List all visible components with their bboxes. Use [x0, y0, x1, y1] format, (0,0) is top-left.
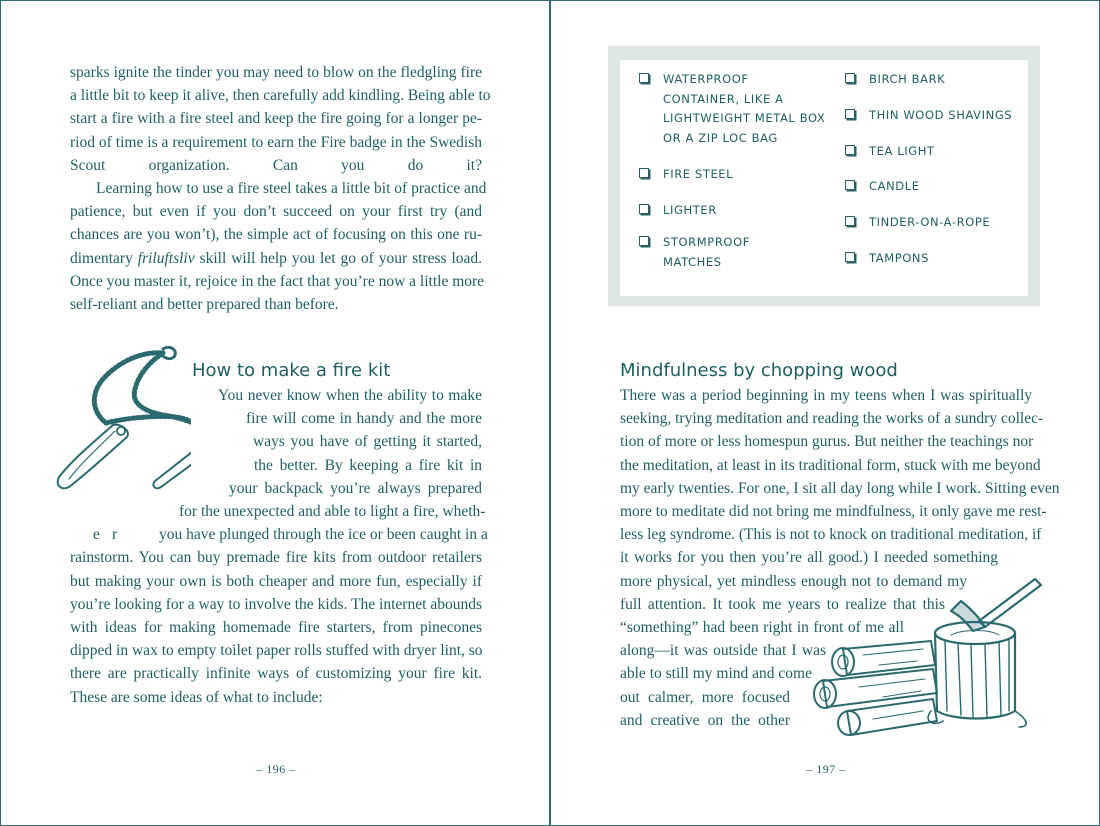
checklist-label: MATCHES: [663, 254, 722, 269]
text-line: more physical, yet mindless enough not to demand my: [620, 572, 967, 590]
text-line: chances are you won’t), the simple act of focusing on this one ru-: [70, 226, 482, 244]
text-line: fire will come in handy and the more: [246, 410, 482, 428]
text-line: a little bit to keep it alive, then carefully add kindling. Being able to: [70, 87, 491, 105]
text-line: seeking, trying meditation and reading the works of a sundry collec-: [620, 410, 1044, 428]
text-fragment: dimentary: [70, 249, 133, 267]
fire-kit-checklist-box: [608, 46, 1040, 306]
text-line: dipped in wax to empty toilet paper rolls stuffed with dryer lint, so: [70, 642, 483, 660]
checkbox-icon: [639, 204, 649, 214]
text-line: full attention. It took me years to realize that this: [620, 595, 945, 613]
checklist-item: [845, 70, 1035, 90]
text-line: and creative on the other: [620, 711, 790, 729]
checklist-item: [639, 165, 839, 185]
checklist-item: [639, 201, 839, 221]
text-line: [70, 523, 488, 546]
text-line: less leg syndrome. (This is not to knock on traditional meditation, if: [620, 526, 1042, 544]
text-line: your backpack you’re always prepared: [229, 479, 482, 497]
text-line: ways you have of getting it started,: [253, 433, 482, 451]
text-line: rainstorm. You can buy premade fire kits from outdoor retailers: [70, 549, 482, 567]
checkbox-icon: [845, 216, 855, 226]
text-line: “something” had been right in front of me all: [620, 619, 904, 637]
text-line: You never know when the ability to make: [218, 387, 482, 404]
text-line: Once you master it, rejoice in the fact that you’re now a little more: [70, 272, 485, 290]
checkbox-icon: [639, 236, 649, 246]
text-line: out calmer, more focused: [620, 688, 790, 706]
text-line: sparks ignite the tinder you may need to blow on the fledgling fire: [70, 64, 482, 81]
checklist-item: [845, 177, 1035, 197]
text-line: riod of time is a requirement to earn the Fire badge in the Swedish: [70, 133, 482, 151]
page-number-left: – 196 –: [256, 762, 296, 776]
text-line: tion of more or less homespun gurus. But neither the teachings nor: [620, 433, 1034, 451]
text-line: the meditation, at least in its traditional form, stuck with me beyond: [620, 456, 1041, 474]
section-heading-fire-kit: How to make a fire kit: [192, 360, 391, 381]
text-fragment: skill will help you let go of your stress load.: [199, 249, 483, 267]
text-line: start a fire with a fire steel and keep the fire going for a longer pe-: [70, 110, 482, 128]
right-page: [550, 0, 1100, 826]
checklist-label: TEA LIGHT: [869, 144, 935, 158]
checklist-item: [845, 106, 1035, 126]
checklist-label: WATERPROOF: [663, 72, 749, 86]
text-line: but making your own is both cheaper and more fun, especially if: [70, 572, 482, 590]
text-line: there are practically infinite ways of customizing your fire kit.: [70, 665, 482, 683]
text-line: Scout organization. Can you do it?: [70, 156, 482, 174]
text-line: patience, but even if you don’t succeed on your first try (and: [70, 203, 482, 221]
text-line: There was a period beginning in my teens when I was spiritually: [620, 387, 1032, 404]
checklist-label: CANDLE: [869, 179, 920, 193]
text-line: [70, 247, 482, 270]
checklist-item: [845, 249, 1035, 269]
checklist-panel: [620, 60, 1028, 296]
checklist-label: OR A ZIP LOC BAG: [663, 130, 778, 145]
text-line: self-reliant and better prepared than before.: [70, 296, 339, 314]
checklist-label: BIRCH BARK: [869, 72, 946, 86]
checklist-label: STORMPROOF: [663, 235, 750, 249]
text-line: it works for you then you’re all good.) I needed something: [620, 549, 998, 567]
checklist-label: THIN WOOD SHAVINGS: [869, 108, 1013, 122]
checkbox-icon: [845, 73, 855, 83]
text-line: These are some ideas of what to include:: [70, 688, 323, 706]
axe-in-stump-and-logs-illustration: [813, 571, 1045, 741]
checklist-label: CONTAINER, LIKE A: [663, 91, 784, 106]
italic-term: friluftsliv: [137, 249, 195, 267]
text-line: more to meditate did not bring me mindfulness, it only gave me rest-: [620, 503, 1047, 521]
text-line: along—it was outside that I was: [620, 642, 826, 660]
page-number-right: – 197 –: [806, 762, 846, 776]
text-fragment: you have plunged through the ice or been caught in a: [159, 526, 488, 544]
checklist-label: TINDER-ON-A-ROPE: [869, 215, 991, 229]
checkbox-icon: [639, 73, 649, 83]
checkbox-icon: [845, 180, 855, 190]
checklist-label: FIRE STEEL: [663, 167, 734, 181]
text-fragment: e: [93, 526, 100, 544]
checkbox-icon: [639, 168, 649, 178]
checklist-item: [639, 233, 839, 272]
paragraph-2: [70, 177, 487, 316]
checklist-item: [845, 142, 1035, 162]
checklist-label: TAMPONS: [869, 251, 930, 265]
checkbox-icon: [845, 145, 855, 155]
text-line: Learning how to use a fire steel takes a little bit of practice and: [96, 180, 487, 197]
checklist-label: LIGHTER: [663, 203, 717, 217]
text-line: you’re looking for a way to involve the kids. The internet abounds: [70, 595, 482, 613]
text-line: able to still my mind and come: [620, 665, 812, 683]
text-fragment: r: [112, 526, 118, 544]
checklist-item: [639, 70, 839, 148]
paragraph-1: [70, 61, 491, 177]
section-heading-chopping-wood: Mindfulness by chopping wood: [620, 360, 898, 381]
checklist-item: [845, 213, 1035, 233]
checklist-label: LIGHTWEIGHT METAL BOX: [663, 111, 826, 125]
text-line: my early twenties. For one, I sit all day long while I work. Sitting even: [620, 479, 1060, 497]
paragraph-3: [70, 384, 488, 709]
text-line: with ideas for making homemade fire starters, from pinecones: [70, 619, 482, 637]
checkbox-icon: [845, 252, 855, 262]
text-line: for the unexpected and able to light a fire, wheth-: [179, 503, 486, 521]
text-line: the better. By keeping a fire kit in: [254, 456, 482, 474]
checkbox-icon: [845, 109, 855, 119]
